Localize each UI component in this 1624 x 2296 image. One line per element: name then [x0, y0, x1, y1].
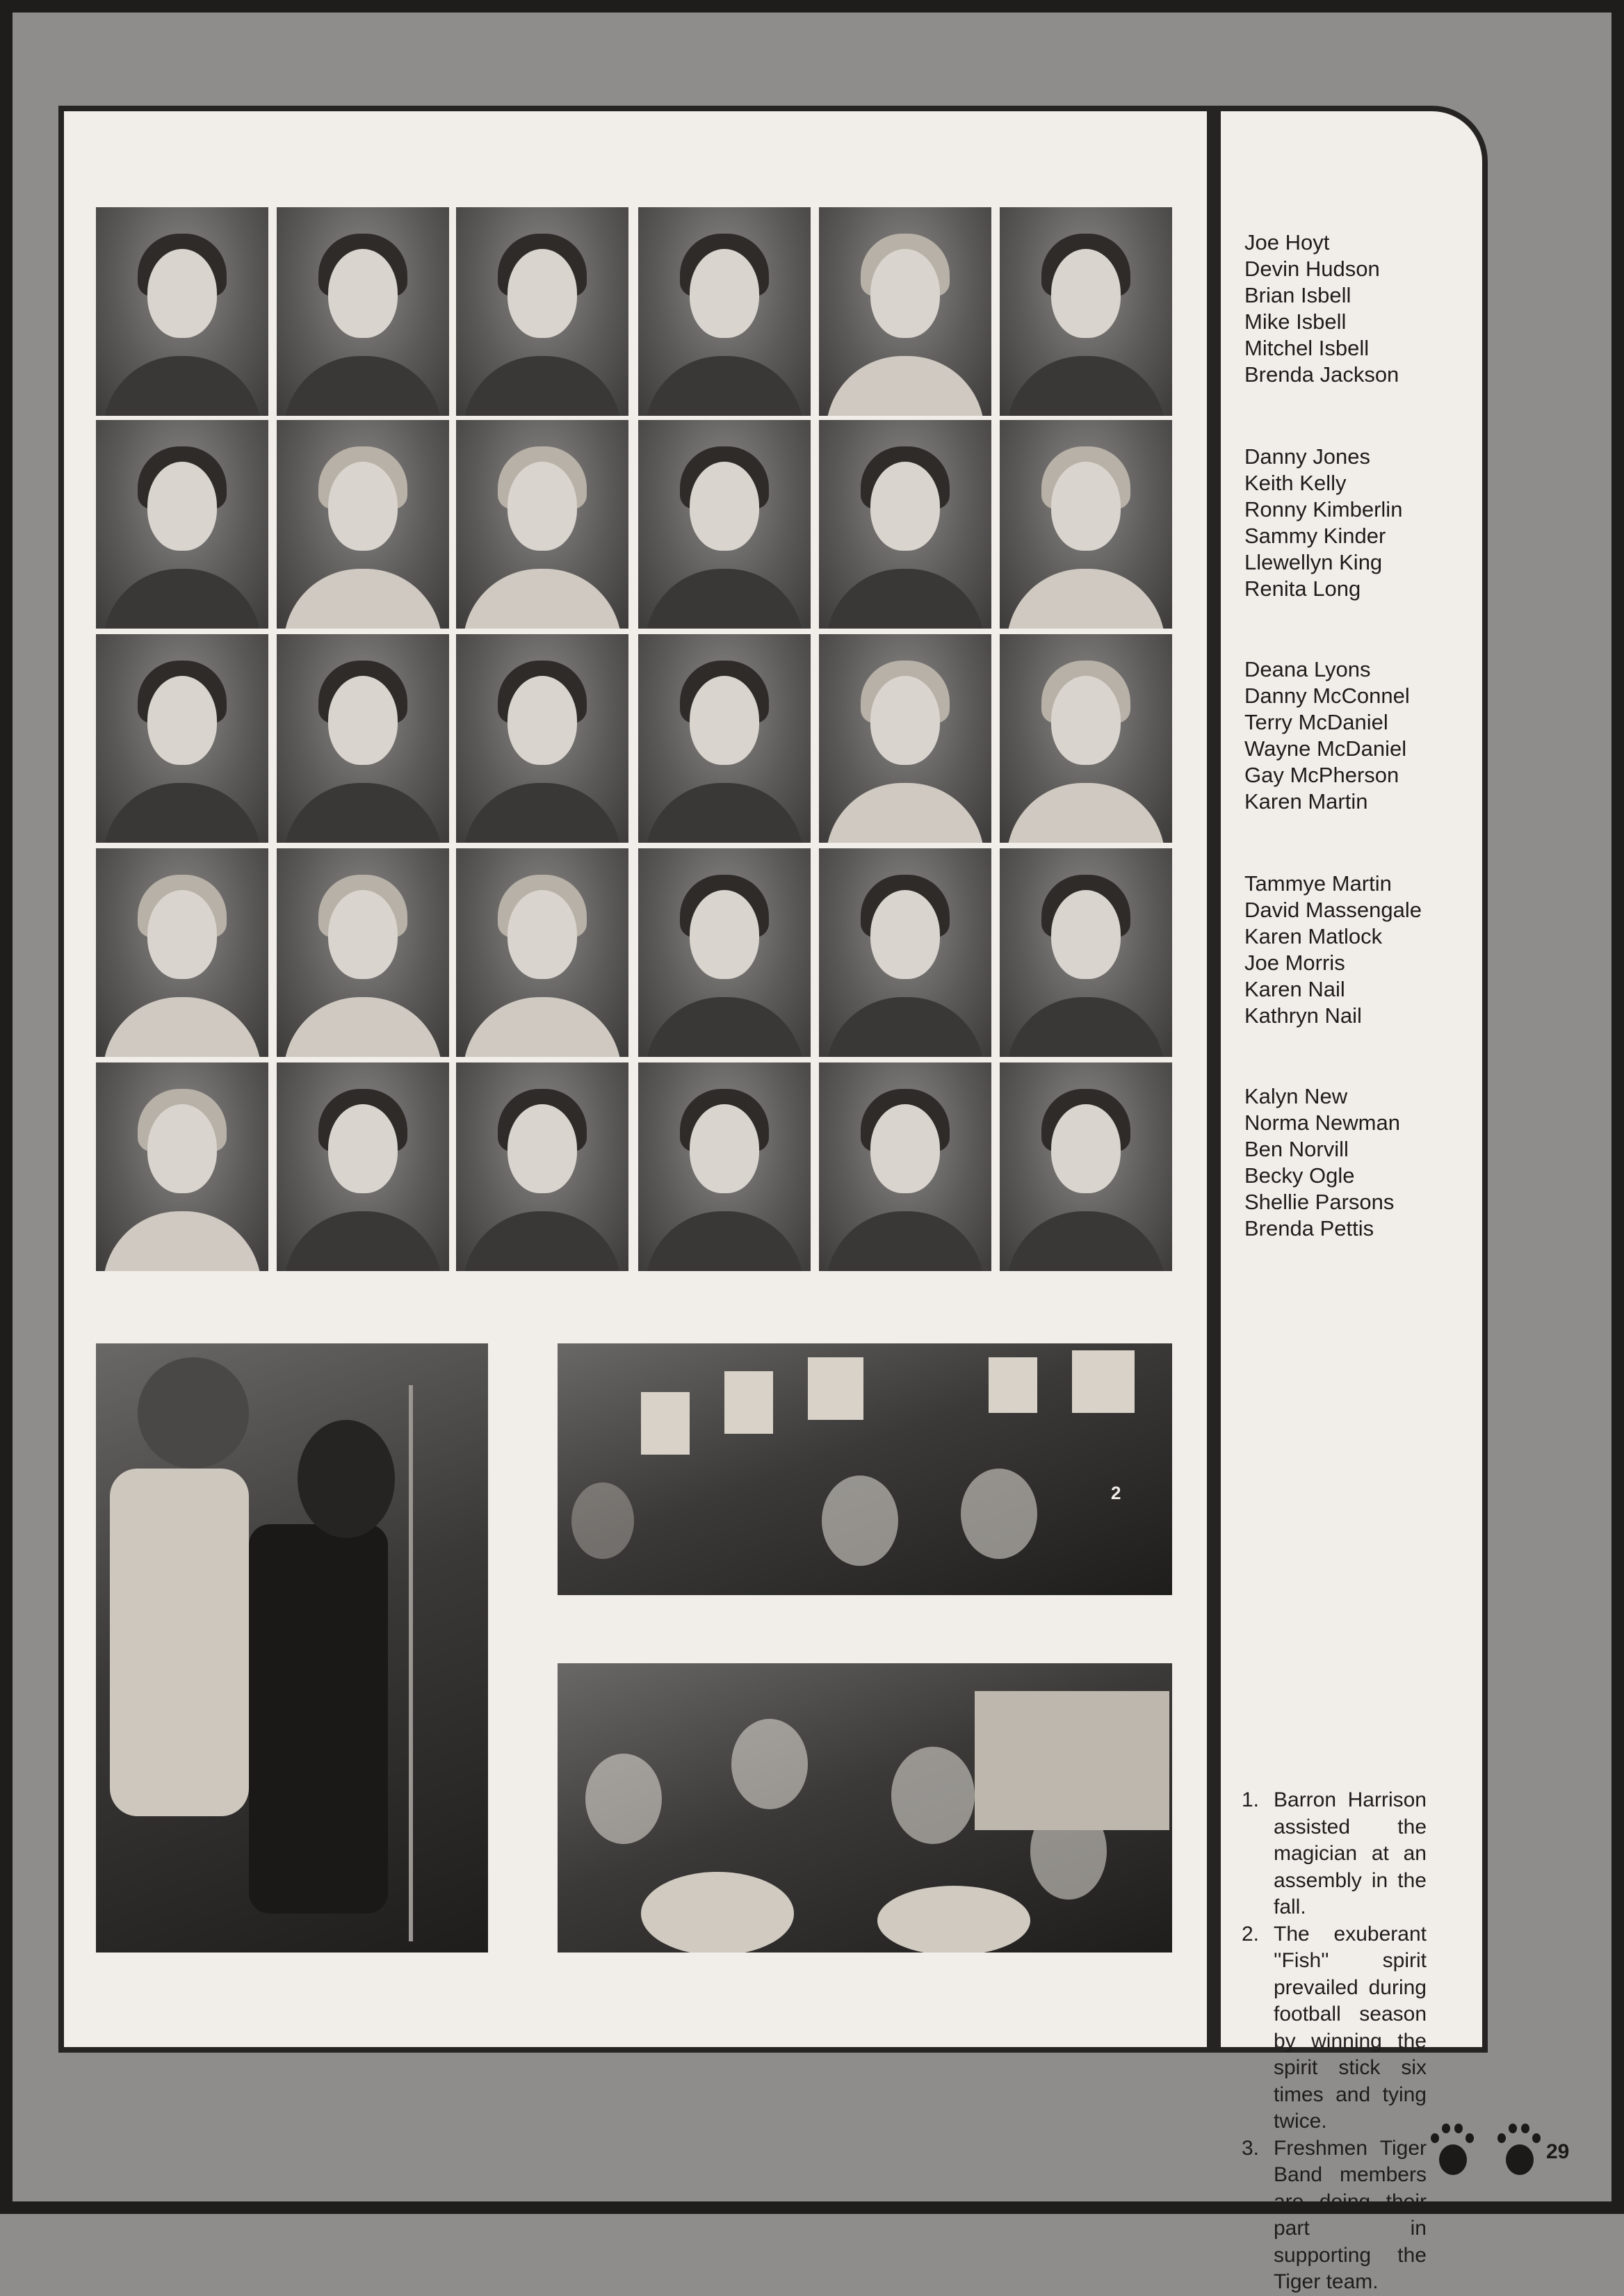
- portrait-head: [870, 1104, 940, 1193]
- portrait-head: [508, 249, 577, 338]
- portrait-shoulders: [826, 997, 984, 1057]
- names-row-2: [1244, 444, 1467, 602]
- portrait-shoulders: [463, 569, 622, 629]
- portrait-shoulders: [1007, 569, 1165, 629]
- portrait-shoulders: [826, 356, 984, 416]
- student-portrait: [456, 207, 628, 416]
- portrait-shoulders: [645, 997, 804, 1057]
- student-name: Joe Hoyt: [1244, 230, 1330, 254]
- tiger-band-photo: [558, 1663, 1172, 1953]
- portrait-head: [1051, 1104, 1121, 1193]
- caption-text: The exuberant ''Fish'' spirit prevailed during football season by winning the spirit stick six times and tying twice.: [1274, 1922, 1427, 2133]
- names-row-3: [1244, 656, 1467, 815]
- student-name: Devin Hudson: [1244, 257, 1380, 281]
- portrait-head: [508, 676, 577, 765]
- portrait-shoulders: [284, 356, 442, 416]
- student-portrait: [277, 420, 449, 629]
- student-name: Tammye Martin: [1244, 871, 1392, 896]
- portrait-head: [690, 462, 759, 551]
- student-portrait: [819, 634, 991, 843]
- caption-item: [1242, 1921, 1427, 2135]
- student-name: Karen Nail: [1244, 977, 1345, 1001]
- portrait-head: [328, 249, 398, 338]
- student-portrait: [277, 634, 449, 843]
- portrait-head: [508, 462, 577, 551]
- portrait-head: [328, 1104, 398, 1193]
- portrait-head: [870, 676, 940, 765]
- student-portrait: [638, 848, 811, 1057]
- portrait-shoulders: [284, 997, 442, 1057]
- student-portrait: [819, 1062, 991, 1271]
- portrait-shoulders: [463, 783, 622, 843]
- portrait-shoulders: [103, 997, 261, 1057]
- portrait-head: [147, 1104, 217, 1193]
- portrait-shoulders: [103, 356, 261, 416]
- portrait-shoulders: [103, 783, 261, 843]
- portrait-head: [870, 890, 940, 979]
- portrait-shoulders: [826, 1211, 984, 1271]
- portrait-head: [328, 462, 398, 551]
- student-portrait: [96, 634, 268, 843]
- fish-spirit-photo: [558, 1343, 1172, 1595]
- student-name: Karen Matlock: [1244, 924, 1383, 948]
- student-name: Brenda Jackson: [1244, 362, 1399, 387]
- student-portrait: [456, 1062, 628, 1271]
- student-portrait: [1000, 420, 1172, 629]
- student-name: Mike Isbell: [1244, 309, 1347, 334]
- portrait-shoulders: [284, 569, 442, 629]
- portrait-head: [328, 676, 398, 765]
- caption-item: [1242, 2135, 1427, 2296]
- magician-assembly-photo: [96, 1343, 488, 1953]
- caption-number: 3.: [1242, 2136, 1260, 2160]
- portrait-head: [1051, 249, 1121, 338]
- student-portrait: [1000, 1062, 1172, 1271]
- student-name: Mitchel Isbell: [1244, 336, 1370, 360]
- student-portrait: [277, 207, 449, 416]
- caption-item: [1242, 1787, 1427, 1921]
- portrait-shoulders: [284, 1211, 442, 1271]
- student-portrait: [638, 634, 811, 843]
- portrait-shoulders: [645, 569, 804, 629]
- portrait-head: [147, 676, 217, 765]
- portrait-shoulders: [463, 356, 622, 416]
- portrait-head: [690, 249, 759, 338]
- portrait-shoulders: [645, 1211, 804, 1271]
- student-name: Llewellyn King: [1244, 550, 1383, 574]
- portrait-shoulders: [463, 1211, 622, 1271]
- student-name: Renita Long: [1244, 576, 1361, 601]
- caption-number: 2.: [1242, 1922, 1260, 1946]
- portrait-head: [1051, 462, 1121, 551]
- student-portrait: [96, 420, 268, 629]
- portrait-head: [690, 1104, 759, 1193]
- student-portrait: [1000, 207, 1172, 416]
- portrait-shoulders: [1007, 997, 1165, 1057]
- portrait-shoulders: [103, 569, 261, 629]
- student-name: Gay McPherson: [1244, 763, 1399, 787]
- student-portrait: [96, 1062, 268, 1271]
- portrait-head: [508, 1104, 577, 1193]
- portrait-head: [870, 462, 940, 551]
- student-name: Norma Newman: [1244, 1110, 1400, 1135]
- caption-number: 1.: [1242, 1788, 1260, 1811]
- student-name: Deana Lyons: [1244, 657, 1371, 681]
- student-portrait: [1000, 634, 1172, 843]
- student-name: Wayne McDaniel: [1244, 736, 1407, 761]
- student-name: Karen Martin: [1244, 789, 1368, 814]
- student-portrait: [1000, 848, 1172, 1057]
- portrait-shoulders: [826, 569, 984, 629]
- student-name: Keith Kelly: [1244, 471, 1347, 495]
- caption-text: Barron Harrison assisted the magician at an assembly in the fall.: [1274, 1788, 1427, 1918]
- portrait-head: [870, 249, 940, 338]
- names-row-5: [1244, 1083, 1467, 1242]
- student-portrait: [819, 848, 991, 1057]
- student-name: Danny Jones: [1244, 444, 1370, 469]
- photo-number-label: 2: [1111, 1482, 1121, 1503]
- portrait-head: [1051, 890, 1121, 979]
- student-name: Danny McConnel: [1244, 684, 1410, 708]
- portrait-shoulders: [284, 783, 442, 843]
- student-name: Shellie Parsons: [1244, 1190, 1395, 1214]
- student-portrait: [638, 1062, 811, 1271]
- student-name: Kalyn New: [1244, 1084, 1348, 1108]
- student-portrait: [277, 1062, 449, 1271]
- student-name: David Massengale: [1244, 898, 1422, 922]
- student-portrait: [819, 420, 991, 629]
- names-row-1: [1244, 229, 1467, 388]
- portrait-head: [147, 462, 217, 551]
- student-name: Terry McDaniel: [1244, 710, 1388, 734]
- caption-panel: [1212, 106, 1488, 2053]
- portrait-shoulders: [103, 1211, 261, 1271]
- portrait-shoulders: [645, 783, 804, 843]
- portrait-shoulders: [463, 997, 622, 1057]
- student-portrait: [96, 848, 268, 1057]
- student-name: Brenda Pettis: [1244, 1216, 1374, 1240]
- student-portrait: [96, 207, 268, 416]
- portrait-head: [508, 890, 577, 979]
- page-number: 29: [1546, 2140, 1570, 2163]
- portrait-head: [1051, 676, 1121, 765]
- student-name: Ben Norvill: [1244, 1137, 1349, 1161]
- student-portrait: [638, 207, 811, 416]
- portrait-shoulders: [1007, 783, 1165, 843]
- student-portrait: [456, 848, 628, 1057]
- names-row-4: [1244, 871, 1467, 1029]
- student-portrait: [456, 634, 628, 843]
- portrait-shoulders: [1007, 1211, 1165, 1271]
- student-portrait: [456, 420, 628, 629]
- student-portrait: [638, 420, 811, 629]
- caption-text: Freshmen Tiger Band members are doing their part in supporting the Tiger team.: [1274, 2136, 1427, 2293]
- portrait-head: [690, 890, 759, 979]
- portrait-shoulders: [1007, 356, 1165, 416]
- student-portrait: [277, 848, 449, 1057]
- portrait-head: [328, 890, 398, 979]
- student-name: Brian Isbell: [1244, 283, 1351, 307]
- portrait-head: [690, 676, 759, 765]
- student-portrait: [819, 207, 991, 416]
- student-name: Sammy Kinder: [1244, 524, 1386, 548]
- student-name: Joe Morris: [1244, 951, 1345, 975]
- portrait-head: [147, 249, 217, 338]
- portrait-shoulders: [645, 356, 804, 416]
- photo-captions: [1242, 1787, 1427, 2296]
- student-name: Kathryn Nail: [1244, 1003, 1362, 1028]
- student-name: Becky Ogle: [1244, 1163, 1355, 1188]
- portrait-head: [147, 890, 217, 979]
- portrait-shoulders: [826, 783, 984, 843]
- student-name: Ronny Kimberlin: [1244, 497, 1403, 522]
